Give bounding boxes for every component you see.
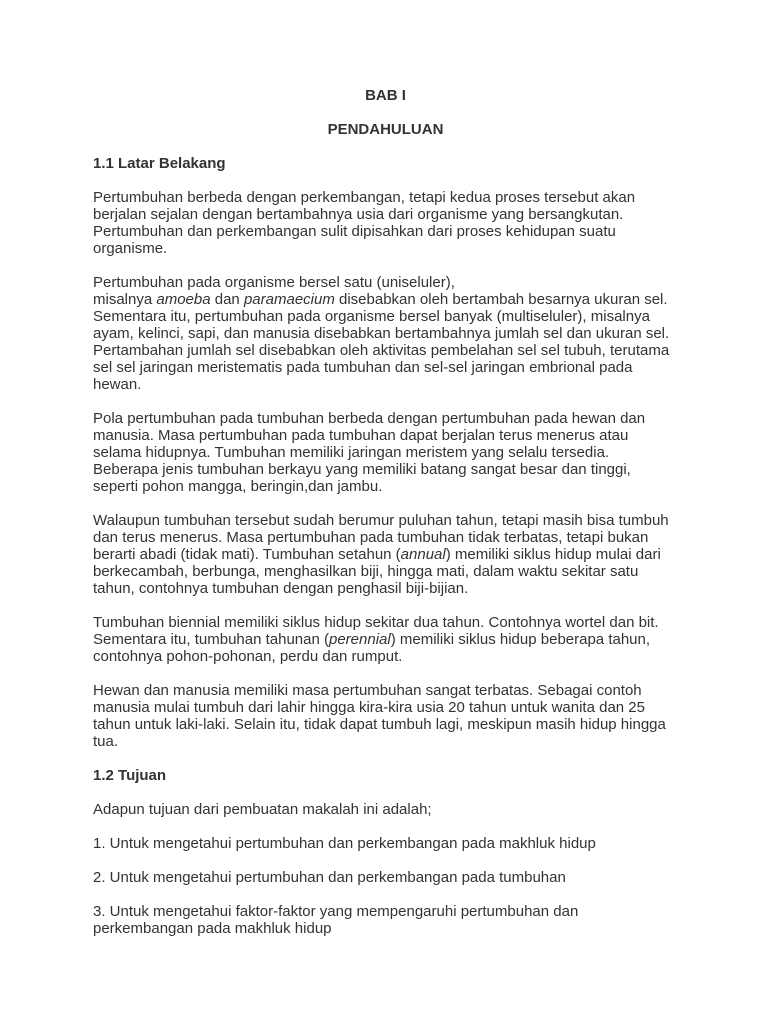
italic-term-amoeba: amoeba [156,291,211,308]
italic-term-annual: annual [400,546,446,563]
paragraph-5-text: Tumbuhan biennial memiliki siklus hidup sekitar dua tahun. Contohnya wortel dan bit. Sementara itu, tumbuhan tahunan ( [93,614,659,648]
section-heading-latar-belakang: 1.1 Latar Belakang [93,155,226,172]
paragraph-5-text: ) memiliki siklus hidup beberapa tahun, contohnya pohon-pohonan, perdu dan rumput. [93,631,651,665]
italic-term-paramaecium: paramaecium [243,291,335,308]
paragraph-4 [93,512,678,597]
chapter-title: PENDAHULUAN [327,121,444,138]
section-heading-tujuan: 1.2 Tujuan [93,767,167,784]
paragraph-2-line-1: Pertumbuhan pada organisme bersel satu (uniseluler), [93,274,455,291]
paragraph-2-text: disebabkan oleh bertambah besarnya ukuran sel. Sementara itu, pertumbuhan pada organisme bersel banyak (multiseluler), misalnya ayam, kelinci, sapi, dan manusia disebabkan bertambahnya jumlah sel dan ukuran sel. Pertambahan jumlah sel disebabkan oleh aktivitas pembelahan sel sel tubuh, terutama sel sel jaringan meristematis pada tumbuhan dan sel-sel jaringan embrional pada hewan. [93,291,670,393]
tujuan-item-2: 2. Untuk mengetahui pertumbuhan dan perkembangan pada tumbuhan [93,869,566,886]
paragraph-1: Pertumbuhan berbeda dengan perkembangan, tetapi kedua proses tersebut akan berjalan sejalan dengan bertambahnya usia dari organisme yang bersangkutan. Pertumbuhan dan perkembangan sulit dipisahkan dari proses kehidupan suatu organisme. [93,189,636,257]
tujuan-item-3: 3. Untuk mengetahui faktor-faktor yang mempengaruhi pertumbuhan dan perkembangan pada makhluk hidup [93,903,579,937]
tujuan-item-1: 1. Untuk mengetahui pertumbuhan dan perkembangan pada makhluk hidup [93,835,596,852]
paragraph-2 [93,274,678,393]
paragraph-2-text: dan [210,291,244,308]
chapter-number: BAB I [365,87,406,104]
paragraph-5 [93,614,678,665]
paragraph-6: Hewan dan manusia memiliki masa pertumbuhan sangat terbatas. Sebagai contoh manusia mulai tumbuh dari lahir hingga kira-kira usia 20 tahun untuk wanita dan 25 tahun untuk laki-laki. Selain itu, tidak dapat tumbuh lagi, meskipun masih hidup hingga tua. [93,682,666,750]
paragraph-4-text: ) memiliki siklus hidup mulai dari berkecambah, berbunga, menghasilkan biji, hingga mati, dalam waktu sekitar satu tahun, contohnya tumbuhan dengan penghasil biji-bijian. [93,546,661,597]
italic-term-perennial: perennial [329,631,391,648]
paragraph-4-text: Walaupun tumbuhan tersebut sudah berumur puluhan tahun, tetapi masih bisa tumbuh dan terus menerus. Masa pertumbuhan pada tumbuhan tidak terbatas, tetapi bukan berarti abadi (tidak mati). Tumbuhan setahun ( [93,512,669,563]
tujuan-intro: Adapun tujuan dari pembuatan makalah ini adalah; [93,801,432,818]
paragraph-2-text: misalnya [93,291,157,308]
document-page [93,87,678,954]
paragraph-3: Pola pertumbuhan pada tumbuhan berbeda dengan pertumbuhan pada hewan dan manusia. Masa pertumbuhan pada tumbuhan dapat berjalan terus menerus atau selama hidupnya. Tumbuhan memiliki jaringan meristem yang selalu tersedia. Beberapa jenis tumbuhan berkayu yang memiliki batang sangat besar dan tinggi, seperti pohon mangga, beringin,dan jambu. [93,410,646,495]
